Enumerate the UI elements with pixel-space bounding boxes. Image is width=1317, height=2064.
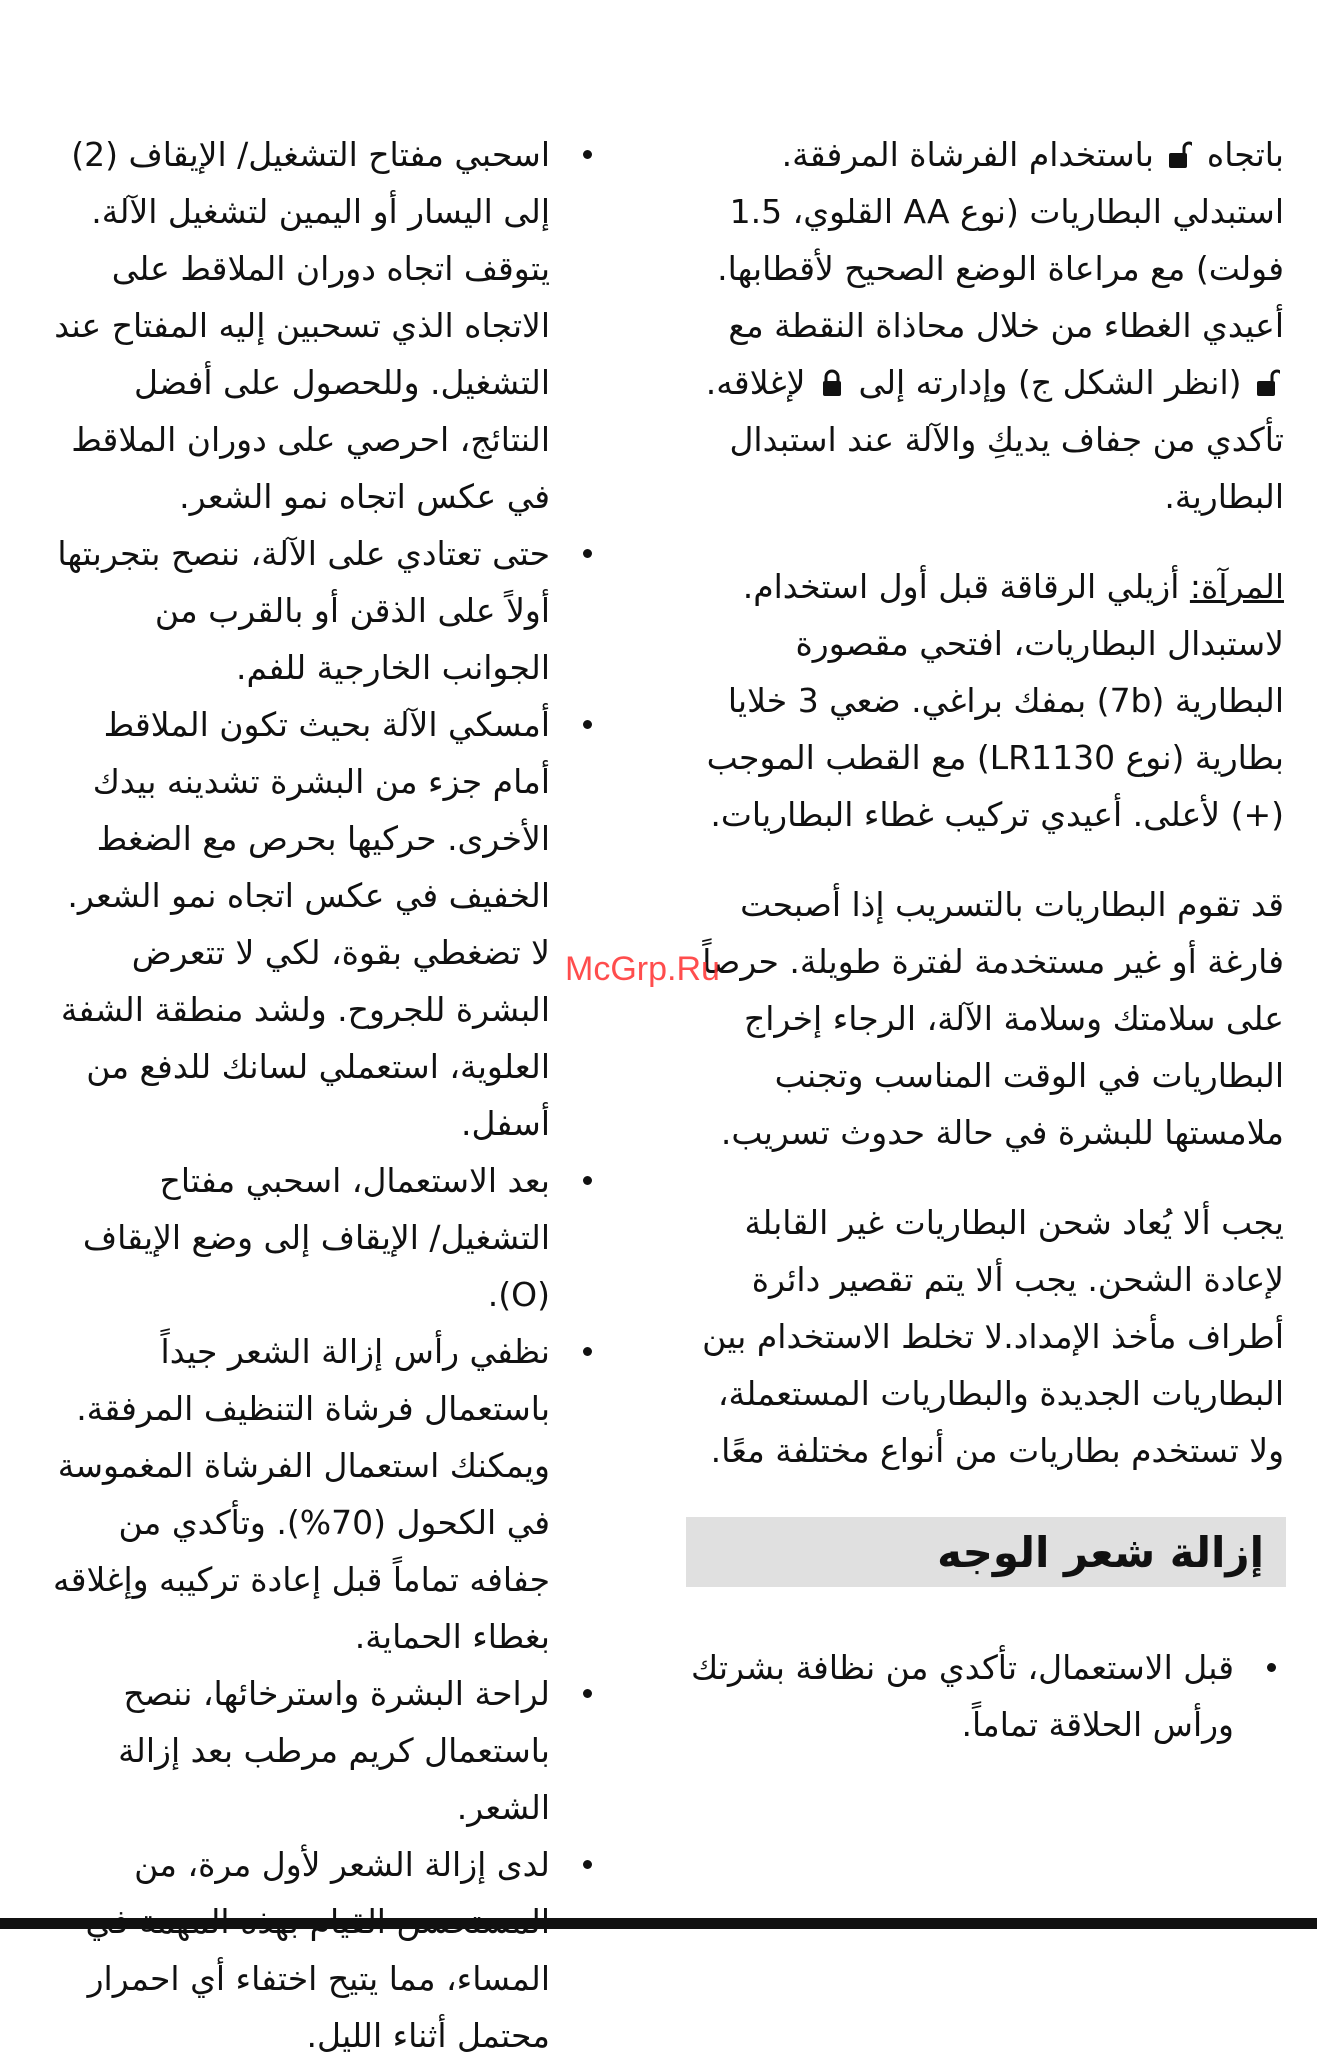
- bullet-list: [40, 126, 600, 2064]
- right-column: [686, 126, 1284, 1753]
- section-heading: إزالة شعر الوجه: [937, 1527, 1264, 1577]
- unlock-icon: [1256, 369, 1280, 397]
- list-item: بعد الاستعمال، اسحبي مفتاح التشغيل/ الإيقاف إلى وضع الإيقاف (O).: [40, 1152, 600, 1323]
- mirror-label: المرآة:: [1189, 567, 1284, 606]
- paragraph-cover-close: [686, 297, 1284, 525]
- left-column: [40, 126, 600, 2064]
- paragraph-battery-warning: يجب ألا يُعاد شحن البطاريات غير القابلة لإعادة الشحن. يجب ألا يتم تقصير دائرة أطراف مأخذ الإمداد.لا تخلط الاستخدام بين البطاريات الجديدة والبطاريات المستعملة، ولا تستخدم بطاريات من أنواع مختلفة معًا.: [702, 1203, 1284, 1470]
- text-fragment: أعيدي الغطاء من خلال محاذاة النقطة مع: [728, 306, 1284, 345]
- list-item: لراحة البشرة واسترخائها، ننصح باستعمال كريم مرطب بعد إزالة الشعر.: [40, 1665, 600, 1836]
- watermark: McGrp.Ru: [565, 950, 720, 988]
- list-item: لدى إزالة الشعر لأول مرة، من المساء، مما يتيح اختفاء أي احمرار محتمل أثناء الليل.: [40, 1836, 600, 2064]
- bottom-rule: [0, 1918, 1317, 1929]
- unlock-icon: [1168, 141, 1192, 169]
- text-fragment: باتجاه: [1206, 135, 1284, 174]
- paragraph-brush-cleaning: [686, 126, 1284, 297]
- paragraph-battery-leak: قد تقوم البطاريات بالتسريب إذا أصبحت فارغة أو غير مستخدمة لفترة طويلة. حرصاً على سلامتك وسلامة الآلة، الرجاء إخراج البطاريات في الوقت المناسب وتجنب ملامستها للبشرة في حالة حدوث تسريب.: [702, 885, 1284, 1152]
- text-fragment: باستخدام الفرشاة المرفقة. استبدلي البطاريات (نوع AA القلوي، 1.5 فولت) مع مراعاة الوضع الصحيح لأقطابها.: [717, 135, 1284, 288]
- lock-icon: [820, 369, 844, 397]
- text-fragment: لإغلاقه. تأكدي من جفاف يديكِ والآلة عند استبدال البطارية.: [705, 363, 1284, 516]
- bullet-list: [686, 1639, 1284, 1753]
- list-item: نظفي رأس إزالة الشعر جيداً باستعمال فرشاة التنظيف المرفقة. ويمكنك استعمال الفرشاة المغموسة في الكحول (70%). وتأكدي من جفافه تماماً قبل إعادة تركيبه وإغلاقه بغطاء الحماية.: [40, 1323, 600, 1665]
- list-item: قبل الاستعمال، تأكدي من نظافة بشرتك ورأس الحلاقة تماماً.: [686, 1639, 1284, 1753]
- text-fragment: (انظر الشكل ج) وإدارته إلى: [858, 363, 1242, 402]
- paragraph-mirror: [686, 558, 1284, 843]
- list-item: حتى تعتادي على الآلة، ننصح بتجربتها أولاً على الذقن أو بالقرب من الجوانب الخارجية للفم.: [40, 525, 600, 696]
- list-item: اسحبي مفتاح التشغيل/ الإيقاف (2) إلى اليسار أو اليمين لتشغيل الآلة. يتوقف اتجاه دوران الملاقط على الاتجاه الذي تسحبين إليه المفتاح عند التشغيل. وللحصول على أفضل النتائج، احرصي على دوران الملاقط في عكس اتجاه نمو الشعر.: [40, 126, 600, 525]
- text-fragment: أزيلي الرقاقة قبل أول استخدام. لاستبدال البطاريات، افتحي مقصورة البطارية (7b) بمفك براغي. ضعي 3 خلايا بطارية (نوع LR1130) مع القطب الموجب (+) لأعلى. أعيدي تركيب غطاء البطاريات.: [706, 567, 1284, 834]
- section-heading-band: [686, 1517, 1286, 1587]
- list-item: أمسكي الآلة بحيث تكون الملاقط أمام جزء من البشرة تشدينه بيدك الأخرى. حركيها بحرص مع الضغط الخفيف في عكس اتجاه نمو الشعر. لا تضغطي بقوة، لكي لا تتعرض البشرة للجروح. ولشد منطقة الشفة العلوية، استعملي لسانك للدفع من أسفل.: [40, 696, 600, 1152]
